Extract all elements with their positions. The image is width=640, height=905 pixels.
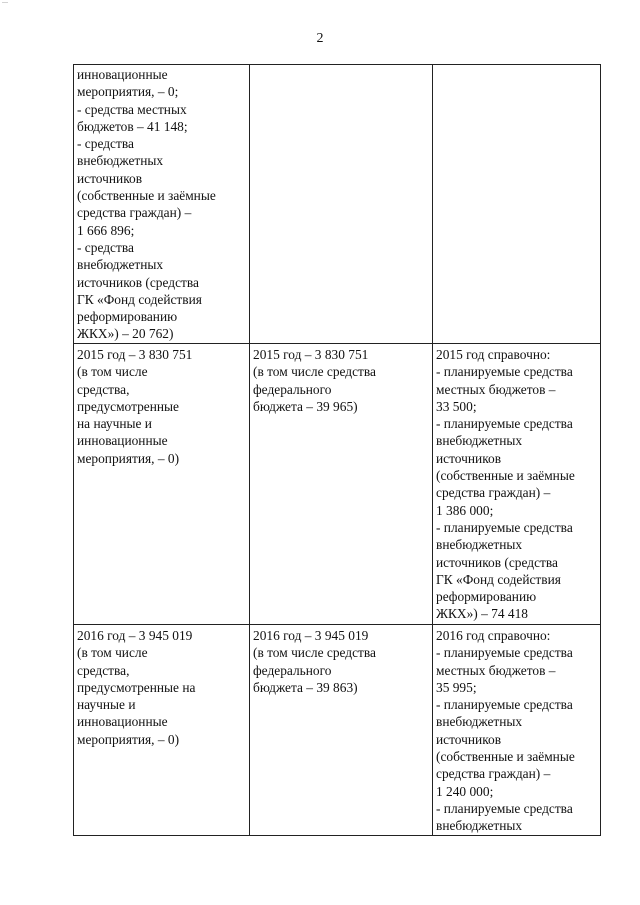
table-cell-federal-funding: 2015 год – 3 830 751 (в том числе средства федерального бюджета – 39 965)	[250, 344, 433, 625]
page-number: 2	[316, 31, 324, 46]
funding-table	[73, 64, 601, 836]
table-cell-total-funding: инновационные мероприятия, – 0; - средства местных бюджетов – 41 148; - средства внебюджетных источников (собственные и заёмные средства граждан) – 1 666 896; - средства внебюджетных источников (средства ГК «Фонд содействия реформированию ЖКХ») – 20 762)	[74, 65, 250, 344]
table-cell-reference-funding: 2016 год справочно: - планируемые средства местных бюджетов – 35 995; - планируемые средства внебюджетных источников (собственные и заёмные средства граждан) – 1 240 000; - планируемые средства внебюджетных	[433, 625, 601, 836]
table-cell-reference-funding: 2015 год справочно: - планируемые средства местных бюджетов – 33 500; - планируемые средства внебюджетных источников (собственные и заёмные средства граждан) – 1 386 000; - планируемые средства внебюджетных источников (средства ГК «Фонд содействия реформированию ЖКХ») – 74 418	[433, 344, 601, 625]
table-cell-reference-funding	[433, 65, 601, 344]
table-cell-federal-funding: 2016 год – 3 945 019 (в том числе средства федерального бюджета – 39 863)	[250, 625, 433, 836]
table-row	[74, 65, 601, 344]
table-cell-federal-funding	[250, 65, 433, 344]
table-row	[74, 344, 601, 625]
corner-mark: —	[2, 0, 8, 6]
table-cell-total-funding: 2015 год – 3 830 751 (в том числе средства, предусмотренные на научные и инновационные мероприятия, – 0)	[74, 344, 250, 625]
table-cell-total-funding: 2016 год – 3 945 019 (в том числе средства, предусмотренные на научные и инновационные мероприятия, – 0)	[74, 625, 250, 836]
table-row	[74, 625, 601, 836]
